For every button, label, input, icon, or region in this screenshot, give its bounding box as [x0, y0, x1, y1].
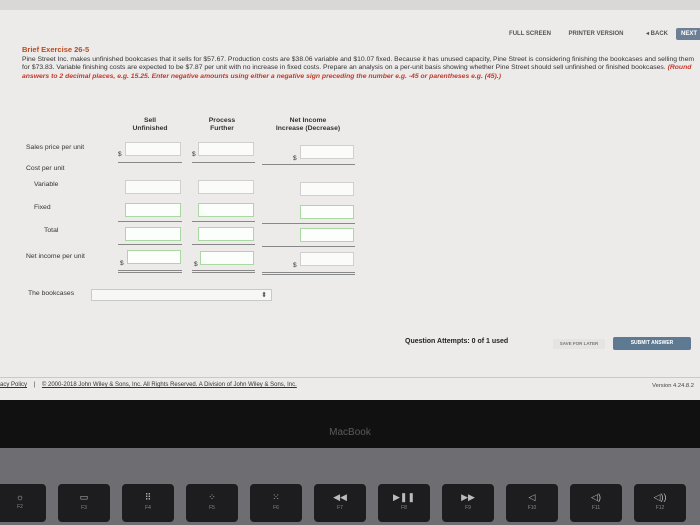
variable-process-input[interactable]: [198, 180, 254, 194]
col-header-net-line1: Net Income: [289, 117, 327, 124]
key-label: F11: [591, 505, 601, 511]
row-label-fixed: Fixed: [34, 204, 51, 211]
keyboard-light-down-icon: ⁘: [208, 492, 216, 502]
keyboard-light-up-icon: ⁙: [272, 492, 280, 502]
privacy-policy-link[interactable]: acy Policy: [0, 382, 28, 388]
exercise-title: Brief Exercise 26-5: [22, 45, 90, 54]
key-label: F8: [401, 505, 407, 511]
footer: [0, 382, 297, 388]
col-header-process: [192, 117, 252, 133]
key-f7[interactable]: [314, 484, 366, 522]
key-f12[interactable]: [634, 484, 686, 522]
underline: [262, 274, 355, 275]
key-f11[interactable]: [570, 484, 622, 522]
fixed-sell-input[interactable]: [125, 203, 181, 217]
mute-icon: ◁: [528, 492, 536, 502]
header-strip: [0, 0, 700, 10]
sales-process-input[interactable]: [198, 142, 254, 156]
key-f5[interactable]: [186, 484, 238, 522]
col-header-net-line2: Increase (Decrease): [275, 125, 341, 132]
exercise-description: [22, 56, 700, 81]
key-f3[interactable]: [58, 484, 110, 522]
total-sell-input[interactable]: [125, 227, 181, 241]
total-process-input[interactable]: [198, 227, 254, 241]
copyright-text[interactable]: © 2000-2018 John Wiley & Sons, Inc. All Rights Reserved. A Division of John Wiley & Sons, Inc.: [41, 382, 297, 388]
submit-answer-button[interactable]: SUBMIT ANSWER: [613, 337, 691, 350]
mission-control-icon: ▭: [79, 492, 89, 502]
decision-label: The bookcases: [28, 290, 75, 297]
sales-net-input[interactable]: [300, 145, 354, 159]
footer-separator: |: [33, 382, 36, 388]
row-label-sales: Sales price per unit: [26, 144, 85, 151]
col-header-process-line2: Further: [210, 125, 234, 132]
footer-divider: [0, 377, 700, 378]
question-attempts: Question Attempts: 0 of 1 used: [405, 338, 509, 345]
underline: [118, 162, 182, 163]
net-process-input[interactable]: [200, 251, 254, 265]
key-label: F4: [145, 505, 151, 511]
key-f2[interactable]: [0, 484, 46, 522]
underline: [118, 244, 182, 245]
currency-sign: $: [192, 151, 196, 158]
col-header-sell-line1: Sell: [143, 117, 157, 124]
volume-up-icon: ◁)): [653, 492, 667, 502]
laptop-bezel: [0, 400, 700, 448]
currency-sign: $: [194, 261, 198, 268]
full-screen-button[interactable]: FULL SCREEN: [509, 31, 551, 37]
row-label-variable: Variable: [34, 181, 59, 188]
underline: [118, 221, 182, 222]
underline: [192, 244, 255, 245]
top-toolbar: [0, 22, 700, 42]
key-label: F6: [273, 505, 279, 511]
sales-sell-input[interactable]: [125, 142, 181, 156]
col-header-sell: [118, 117, 182, 133]
play-pause-icon: ▶❚❚: [392, 492, 415, 502]
row-label-cost: Cost per unit: [26, 165, 65, 172]
key-f6[interactable]: [250, 484, 302, 522]
key-label: F10: [527, 505, 537, 511]
key-label: F9: [465, 505, 471, 511]
underline: [262, 223, 355, 224]
underline: [262, 272, 355, 273]
brightness-up-icon: ☼: [15, 492, 25, 502]
key-label: F2: [17, 504, 23, 510]
back-button[interactable]: ◂ BACK: [645, 31, 668, 37]
next-button[interactable]: NEXT: [676, 28, 700, 40]
underline: [192, 272, 255, 273]
net-net-input[interactable]: [300, 252, 354, 266]
key-f9[interactable]: [442, 484, 494, 522]
volume-down-icon: ◁): [591, 492, 601, 502]
currency-sign: $: [293, 155, 297, 162]
net-sell-input[interactable]: [127, 250, 181, 264]
underline: [118, 270, 182, 271]
underline: [192, 221, 255, 222]
key-label: F7: [337, 505, 343, 511]
fixed-process-input[interactable]: [198, 203, 254, 217]
laptop-brand: MacBook: [329, 427, 371, 438]
key-f8[interactable]: [378, 484, 430, 522]
underline: [262, 164, 355, 165]
currency-sign: $: [120, 260, 124, 267]
col-header-process-line1: Process: [208, 117, 236, 124]
key-label: F3: [81, 505, 87, 511]
function-key-row: [0, 484, 700, 524]
key-f10[interactable]: [506, 484, 558, 522]
launchpad-icon: ⠿: [144, 492, 152, 502]
key-label: F12: [655, 505, 665, 511]
bookcases-decision-select[interactable]: [91, 289, 272, 301]
save-for-later-button[interactable]: SAVE FOR LATER: [553, 339, 605, 349]
row-label-net-income: Net income per unit: [26, 253, 85, 260]
underline: [192, 270, 255, 271]
version-label: Version 4.24.8.2: [652, 383, 694, 389]
description-text: Pine Street Inc. makes unfinished bookcases that it sells for $57.67. Production costs are $38.06 variable and $10.07 fixed. Because it has unused capacity, Pine Street is considering finishing the bookcases and selling them for $73.83. Variable finishing costs are expected to be $7.87 per unit with no increase in fixed costs. Prepare an analysis on a per-unit basis showing whether Pine Street should sell unfinished or finished bookcases.: [22, 56, 695, 72]
rewind-icon: ◀◀: [333, 492, 347, 502]
col-header-sell-line2: Unfinished: [132, 125, 168, 132]
variable-net-input[interactable]: [300, 182, 354, 196]
col-header-net: [262, 117, 354, 133]
underline: [262, 246, 355, 247]
underline: [118, 272, 182, 273]
printer-version-button[interactable]: PRINTER VERSION: [568, 31, 624, 37]
variable-sell-input[interactable]: [125, 180, 181, 194]
row-label-total: Total: [44, 227, 59, 234]
underline: [192, 162, 255, 163]
fixed-net-input[interactable]: [300, 205, 354, 219]
currency-sign: $: [293, 262, 297, 269]
total-net-input[interactable]: [300, 228, 354, 242]
rounding-instruction: (Round answers to 2 decimal places, e.g. 15.25. Enter negative amounts using either a negative sign preceding the number e.g. -45 or parentheses e.g. (45).): [22, 64, 692, 80]
chevron-updown-icon: ⬍: [261, 292, 267, 299]
key-f4[interactable]: [122, 484, 174, 522]
currency-sign: $: [118, 151, 122, 158]
fast-forward-icon: ▶▶: [461, 492, 475, 502]
key-label: F5: [209, 505, 215, 511]
